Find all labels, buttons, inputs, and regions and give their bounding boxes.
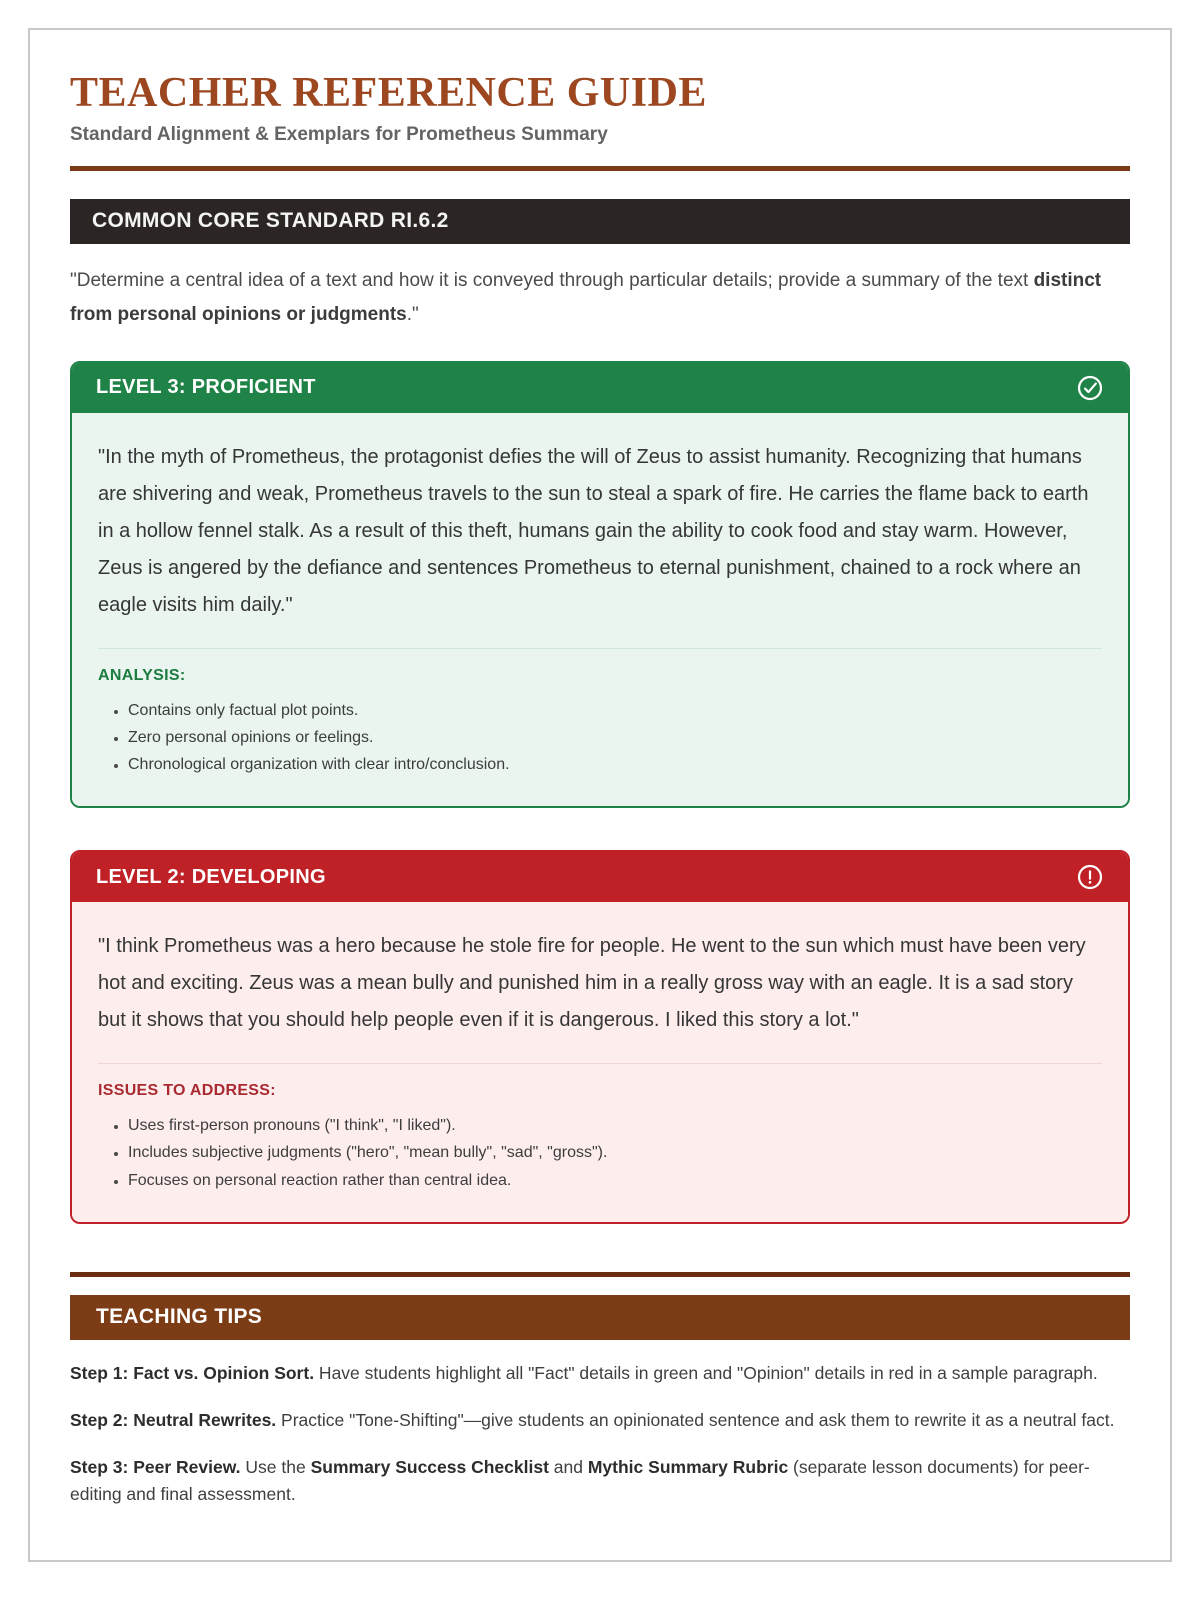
level3-header	[72, 363, 1128, 413]
tip-step-3: Step 3: Peer Review. Use the Summary Success Checklist and Mythic Summary Rubric (separate lesson documents) for peer-editing and final assessment.	[70, 1456, 1090, 1505]
level3-body	[72, 413, 1128, 807]
level3-analysis-list	[98, 697, 1102, 779]
page-subtitle: Standard Alignment & Exemplars for Prometheus Summary	[70, 124, 608, 146]
level3-proficient-box	[70, 361, 1130, 809]
level2-issues-label: ISSUES TO ADDRESS:	[98, 1082, 276, 1100]
level3-exemplar-text: "In the myth of Prometheus, the protagonist defies the will of Zeus to assist humanity. Recognizing that humans are shivering and weak, Prometheus travels to the sun to steal a spark of fire. He carries the flame back to earth in a hollow fennel stalk. As a result of this theft, humans gain the ability to cook food and stay warm. However, Zeus is angered by the defiance and sentences Prometheus to eternal punishment, chained to a rock where an eagle visits him daily."	[98, 445, 1089, 616]
level2-header	[72, 852, 1128, 902]
level2-issues-list	[98, 1112, 1102, 1194]
list-item: • Contains only factual plot points.	[128, 697, 1102, 724]
list-item: • Focuses on personal reaction rather than central idea.	[128, 1167, 1102, 1194]
level3-divider	[98, 648, 1102, 649]
tips-section-header: TEACHING TIPS	[70, 1295, 1130, 1340]
alert-circle-icon	[1076, 863, 1104, 891]
list-item: • Uses first-person pronouns ("I think", "I liked").	[128, 1112, 1102, 1139]
check-circle-icon	[1076, 374, 1104, 402]
level2-developing-box	[70, 850, 1130, 1224]
list-item: • Includes subjective judgments ("hero", "mean bully", "sad", "gross").	[128, 1139, 1102, 1166]
level3-header-label: LEVEL 3: PROFICIENT	[96, 376, 316, 399]
tips-divider-rule	[70, 1272, 1130, 1277]
header-divider-rule	[70, 166, 1130, 171]
level2-divider	[98, 1063, 1102, 1064]
level2-body	[72, 902, 1128, 1222]
standard-section-header: COMMON CORE STANDARD RI.6.2	[70, 199, 1130, 244]
list-item: • Chronological organization with clear intro/conclusion.	[128, 751, 1102, 778]
reference-guide-card	[28, 28, 1172, 1562]
level3-analysis-label: ANALYSIS:	[98, 666, 186, 684]
tip-step-1: Step 1: Fact vs. Opinion Sort. Have students highlight all "Fact" details in green and "Opinion" details in red in a sample paragraph.	[70, 1362, 1098, 1383]
level2-header-label: LEVEL 2: DEVELOPING	[96, 865, 326, 888]
list-item: • Zero personal opinions or feelings.	[128, 724, 1102, 751]
level2-exemplar-text: "I think Prometheus was a hero because he stole fire for people. He went to the sun which must have been very hot and exciting. Zeus was a mean bully and punished him in a really gross way with an eagle. It is a sad story but it shows that you should help people even if it is dangerous. I liked this story a lot."	[98, 935, 1086, 1032]
page-title: TEACHER REFERENCE GUIDE	[70, 70, 707, 116]
standard-quote-text: "Determine a central idea of a text and how it is conveyed through particular details; provide a summary of the text distinct from personal opinions or judgments."	[70, 270, 1102, 326]
tip-step-2: Step 2: Neutral Rewrites. Practice "Tone-Shifting"—give students an opinionated sentence and ask them to rewrite it as a neutral fact.	[70, 1409, 1115, 1430]
